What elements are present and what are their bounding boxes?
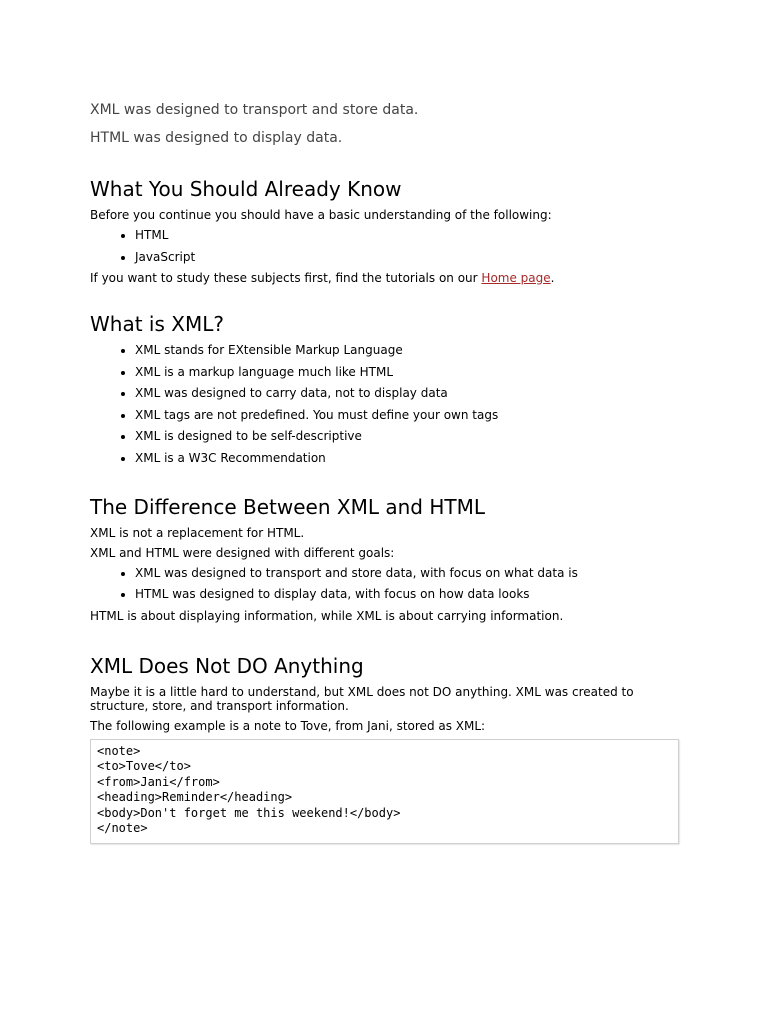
difference-p3: HTML is about displaying information, while XML is about carrying information. (90, 608, 564, 623)
intro-line-xml: XML was designed to transport and store data. (90, 102, 419, 118)
heading-difference: The Difference Between XML and HTML (90, 494, 485, 519)
code-line: <body>Don't forget me this weekend!</body> (97, 805, 401, 820)
list-item: • XML was designed to transport and store data, with focus on what data is (135, 566, 690, 580)
section-difference (90, 494, 690, 623)
prerequisites-list (90, 228, 690, 264)
section-prerequisites (90, 176, 690, 285)
does-nothing-p1: Maybe it is a little hard to understand, but XML does not DO anything. XML was created to structure, store, and transport information. (90, 684, 634, 713)
heading-does-nothing: XML Does Not DO Anything (90, 653, 364, 678)
list-item: • XML stands for EXtensible Markup Language (135, 343, 690, 357)
section-does-nothing (90, 653, 690, 844)
code-line: </note> (97, 821, 148, 835)
code-line: <from>Jani</from> (97, 774, 220, 789)
code-line: <to>Tove</to> (97, 759, 191, 773)
section-what-is-xml (90, 311, 690, 465)
list-item: • JavaScript (135, 250, 690, 264)
outro-period: . (550, 271, 555, 285)
what-is-xml-list (90, 343, 690, 465)
does-nothing-p2: The following example is a note to Tove, from Jani, stored as XML: (90, 718, 486, 733)
list-item: • XML tags are not predefined. You must define your own tags (135, 408, 690, 422)
list-item: • HTML was designed to display data, with focus on how data looks (135, 587, 690, 601)
code-line: <note> (97, 743, 141, 758)
list-item: • XML is designed to be self-descriptive (135, 429, 690, 443)
prerequisites-lead: Before you continue you should have a basic understanding of the following: (90, 208, 552, 222)
difference-p1: XML is not a replacement for HTML. (90, 525, 305, 540)
list-item: • XML is a W3C Recommendation (135, 451, 690, 465)
intro-line-html: HTML was designed to display data. (90, 130, 343, 146)
list-item: • XML is a markup language much like HTML (135, 365, 690, 379)
content-column (90, 176, 690, 844)
heading-what-is-xml: What is XML? (90, 312, 224, 336)
list-item: • HTML (135, 228, 690, 242)
difference-list (90, 566, 690, 602)
xml-example-code-block (90, 739, 679, 844)
outro-text: If you want to study these subjects first, find the tutorials on our (90, 271, 482, 285)
heading-prerequisites: What You Should Already Know (90, 177, 402, 201)
prerequisites-outro (90, 271, 690, 285)
code-line: <heading>Reminder</heading> (97, 790, 293, 804)
difference-p2: XML and HTML were designed with different goals: (90, 545, 395, 560)
list-item: • XML was designed to carry data, not to display data (135, 386, 690, 400)
intro-block (90, 100, 418, 156)
home-page-link[interactable]: Home page (481, 271, 551, 285)
